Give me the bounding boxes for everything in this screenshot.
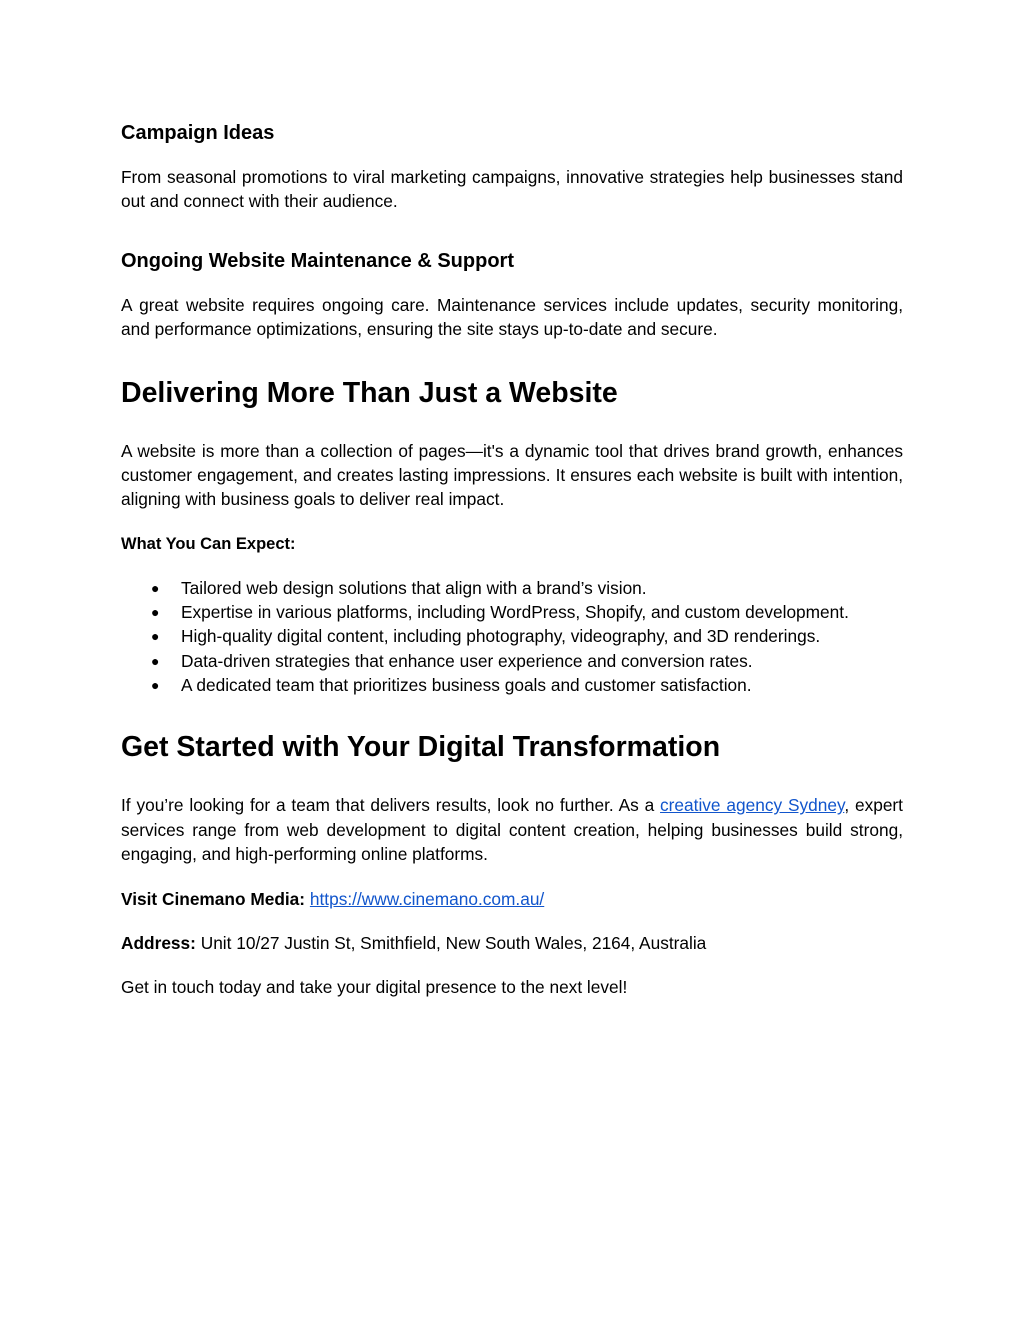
bullet-icon: ● [151, 677, 160, 694]
get-started-paragraph [121, 793, 903, 866]
address-line [121, 931, 903, 955]
campaign-ideas-paragraph: From seasonal promotions to viral marketing campaigns, innovative strategies help businesses stand out and connect with their audience. [121, 167, 903, 212]
list-item [121, 600, 903, 624]
list-item-text: Tailored web design solutions that align with a brand’s vision. [181, 577, 647, 598]
document-content [121, 118, 903, 1000]
delivering-paragraph: A website is more than a collection of pages—it's a dynamic tool that drives brand growth, enhances customer engagement, and creates lasting impressions. It ensures each website is built with intention, aligning with business goals to deliver real impact. [121, 440, 903, 510]
list-item-text: Expertise in various platforms, including WordPress, Shopify, and custom development. [181, 602, 849, 623]
campaign-ideas-heading: Campaign Ideas [121, 122, 275, 144]
bullet-icon: ● [151, 604, 160, 621]
bullet-icon: ● [151, 579, 160, 596]
expectations-list [121, 576, 903, 697]
what-you-can-expect-label: What You Can Expect: [121, 534, 296, 553]
cinemano-website-link[interactable]: https://www.cinemano.com.au/ [309, 888, 545, 909]
get-started-text-after-link: , expert services range from web development to digital content creation, helping businesses build strong, engaging, and high-performing online platforms. [121, 795, 903, 865]
bullet-icon: ● [151, 652, 160, 669]
list-item-text: Data-driven strategies that enhance user experience and conversion rates. [181, 650, 753, 671]
list-item [121, 624, 903, 648]
delivering-heading: Delivering More Than Just a Website [121, 376, 618, 409]
closing-paragraph: Get in touch today and take your digital presence to the next level! [121, 977, 628, 998]
bullet-icon: ● [151, 628, 160, 645]
get-started-text-before-link: If you’re looking for a team that delivers results, look no further. As a [121, 795, 661, 816]
list-item [121, 673, 903, 697]
visit-label: Visit Cinemano Media: [121, 888, 306, 909]
address-label: Address: [121, 932, 196, 953]
maintenance-paragraph: A great website requires ongoing care. Maintenance services include updates, security monitoring, and performance optimizations, ensuring the site stays up-to-date and secure. [121, 294, 903, 340]
get-started-heading: Get Started with Your Digital Transformation [121, 731, 721, 764]
list-item-text: A dedicated team that prioritizes business goals and customer satisfaction. [181, 675, 752, 696]
maintenance-heading: Ongoing Website Maintenance & Support [121, 249, 514, 272]
visit-line [121, 887, 903, 911]
list-item-text: High-quality digital content, including photography, videography, and 3D renderings. [181, 626, 821, 647]
address-value: Unit 10/27 Justin St, Smithfield, New South Wales, 2164, Australia [200, 932, 707, 953]
list-item [121, 649, 903, 673]
creative-agency-sydney-link[interactable]: creative agency Sydney [660, 795, 845, 816]
list-item [121, 576, 903, 600]
